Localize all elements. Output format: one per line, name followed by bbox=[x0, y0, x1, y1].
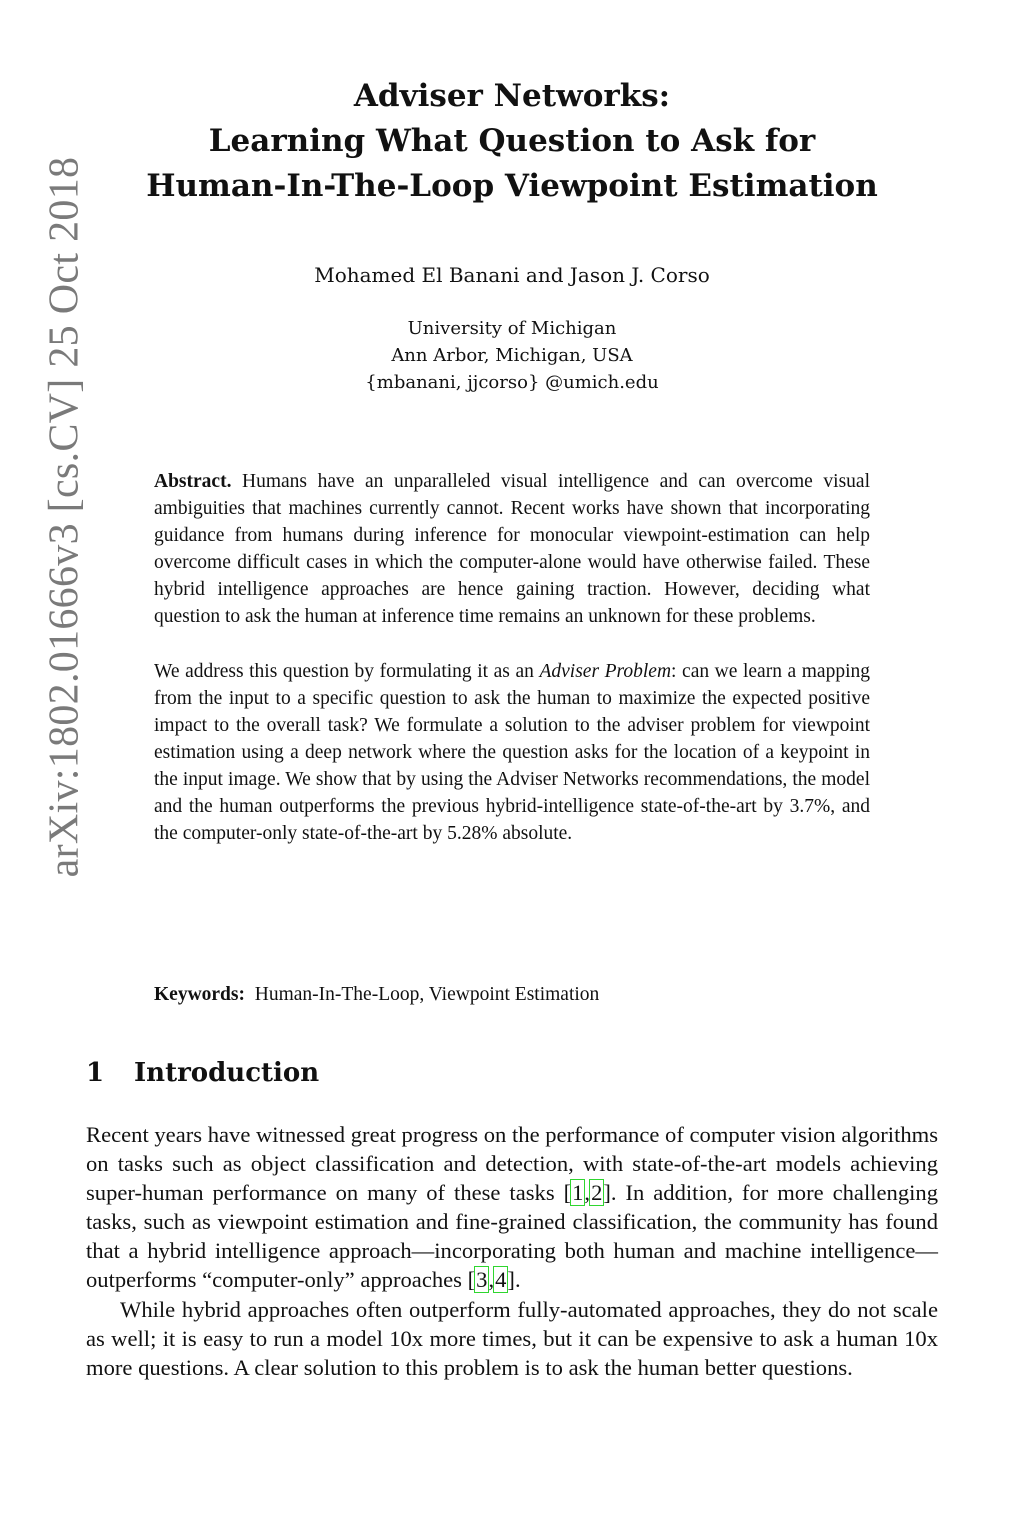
cite-bracket-open: [ bbox=[467, 1267, 476, 1293]
author-list: Mohamed El Banani and Jason J. Corso bbox=[314, 263, 710, 287]
citation-link-2[interactable]: 2 bbox=[591, 1180, 603, 1206]
cite-separator: , bbox=[584, 1180, 591, 1206]
intro-text-1a: Recent years have witnessed great progress on the performance of computer vision algorithms on tasks such as object classification and detection, with state-of-the-art models achieving super-human performance on many of these tasks bbox=[86, 1122, 939, 1206]
institution: University of Michigan bbox=[407, 318, 617, 339]
section-title: Introduction bbox=[134, 1058, 320, 1088]
affiliation-block bbox=[120, 315, 904, 396]
keywords-label: Keywords: bbox=[154, 984, 245, 1005]
keywords-text: Human-In-The-Loop, Viewpoint Estimation bbox=[254, 984, 600, 1005]
section-heading-introduction bbox=[86, 1056, 319, 1090]
section-number: 1 bbox=[86, 1058, 105, 1088]
title-line-1: Adviser Networks: bbox=[353, 78, 671, 114]
citation-link-4[interactable]: 4 bbox=[495, 1267, 507, 1293]
arxiv-identifier-text: arXiv:1802.01666v3 [cs.CV] 25 Oct 2018 bbox=[41, 156, 87, 878]
intro-paragraph-1 bbox=[86, 1120, 938, 1295]
intro-text-1c: . bbox=[514, 1267, 521, 1293]
intro-paragraph-2: While hybrid approaches often outperform fully-automated approaches, they do not scale as well; it is easy to run a model 10x more times, but it can be expensive to ask a human 10x more questions. A clear solution to this problem is to ask the human better questions. bbox=[86, 1296, 938, 1380]
abstract-paragraph-2 bbox=[154, 658, 870, 848]
citation-link-3[interactable]: 3 bbox=[476, 1267, 488, 1293]
arxiv-identifier-sidebar bbox=[18, 84, 110, 950]
citation-link-1[interactable]: 1 bbox=[572, 1180, 584, 1206]
cite-separator: , bbox=[488, 1267, 495, 1293]
cite-bracket-open: [ bbox=[563, 1180, 572, 1206]
paper-title bbox=[120, 74, 904, 209]
email: {mbanani, jjcorso} @umich.edu bbox=[365, 372, 659, 393]
location: Ann Arbor, Michigan, USA bbox=[391, 345, 633, 366]
intro-text-1b: . In addition, for more challenging tasks, such as viewpoint estimation and fine-grained classification, the community has found that a hybrid intelligence approach—incorporating both human and machine intelligence—outperforms “computer-only” approaches bbox=[86, 1180, 939, 1293]
abstract-text-2a: We address this question by formulating it as an bbox=[154, 660, 540, 682]
abstract-paragraph-1 bbox=[154, 468, 870, 631]
abstract-text-2b: : can we learn a mapping from the input to a specific question to ask the human to maximize the expected positive impact to the overall task? We formulate a solution to the adviser problem for viewpoint estimation using a deep network where the question asks for the location of a keypoint in the input image. We show that by using the Adviser Networks recommendations, the model and the human outperforms the previous hybrid-intelligence state-of-the-art by 3.7%, and the computer-only state-of-the-art by 5.28% absolute. bbox=[154, 660, 871, 845]
keywords bbox=[154, 981, 870, 1008]
title-line-3: Human-In-The-Loop Viewpoint Estimation bbox=[146, 168, 878, 204]
adviser-problem-term: Adviser Problem bbox=[539, 660, 672, 682]
title-line-2: Learning What Question to Ask for bbox=[208, 123, 816, 159]
abstract-text-1: Humans have an unparalleled visual intelligence and can overcome visual ambiguities that machines currently cannot. Recent works have shown that incorporating guidance from humans during inference for monocular viewpoint-estimation can help overcome difficult cases in which the computer-alone would have otherwise failed. These hybrid intelligence approaches are hence gaining traction. However, deciding what question to ask the human at inference time remains an unknown for these problems. bbox=[154, 471, 870, 628]
introduction-body bbox=[86, 1120, 938, 1382]
cite-bracket-close: ] bbox=[603, 1180, 611, 1206]
abstract bbox=[154, 468, 870, 847]
cite-bracket-close: ] bbox=[507, 1267, 515, 1293]
abstract-label: Abstract. bbox=[154, 471, 232, 492]
